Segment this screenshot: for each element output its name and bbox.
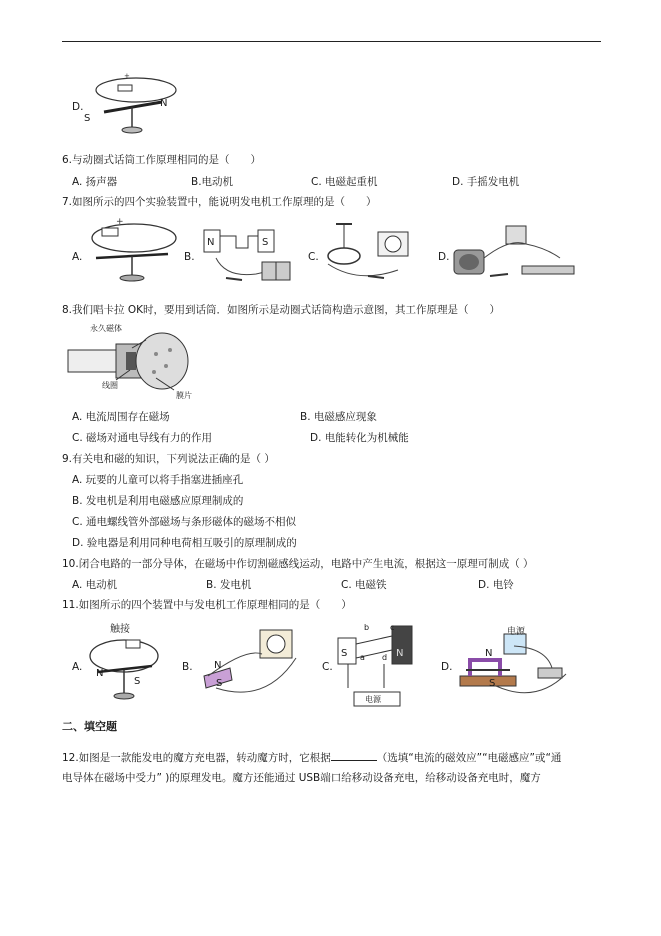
q8-label-magnet: 永久磁体	[90, 324, 122, 333]
q7-figure-b	[196, 218, 296, 290]
q11-stem: 11.如图所示的四个装置中与发电机工作原理相同的是（ ）	[62, 599, 352, 611]
q9-option-c: C. 通电螺线管外部磁场与条形磁体的磁场不相似	[72, 516, 297, 528]
q11-fig-a-n: N	[96, 668, 104, 679]
q11-fig-c-d: d	[382, 653, 388, 662]
q8-option-c: C. 磁场对通电导线有力的作用	[72, 432, 213, 444]
q7-stem: 7.如图所示的四个实验装置中，能说明发电机工作原理的是（ ）	[62, 196, 377, 208]
q6-stem: 6.与动圈式话筒工作原理相同的是（ ）	[62, 154, 262, 166]
q11-fig-d-n: N	[485, 648, 493, 659]
q8-option-d: D. 电能转化为机械能	[310, 432, 409, 444]
q11-fig-a-s: S	[134, 676, 141, 687]
section-title-fill-blank: 二、填空题	[62, 720, 117, 733]
q5-fig-s: S	[84, 113, 91, 124]
q6-option-b: B.电动机	[191, 176, 234, 188]
q5-compass-figure	[84, 72, 184, 136]
q11-fig-b-s: S	[216, 678, 223, 689]
q10-option-c: C. 电磁铁	[341, 579, 387, 591]
svg-text:+: +	[116, 217, 124, 227]
q5-option-d-label: D.	[72, 101, 84, 113]
q11-fig-b-n: N	[214, 660, 222, 671]
q10-option-b: B. 发电机	[206, 579, 252, 591]
q11-fig-d-s: S	[489, 678, 496, 689]
q11-fig-c-s: S	[341, 648, 348, 659]
q8-label-membrane: 膜片	[176, 391, 192, 400]
q9-option-d: D. 验电器是利用同种电荷相互吸引的原理制成的	[72, 537, 297, 549]
q7-figure-d	[450, 218, 580, 290]
q11-label-b: B.	[182, 661, 193, 673]
q12-answer-blank[interactable]	[331, 750, 377, 761]
q11-fig-c-a: a	[360, 653, 365, 662]
q9-stem: 9.有关电和磁的知识，下列说法正确的是（ ）	[62, 453, 275, 465]
svg-text:N: N	[207, 237, 215, 248]
q9-option-a: A. 玩要的儿童可以将手指塞进插座孔	[72, 474, 244, 486]
q8-stem: 8.我们唱卡拉 OK时，要用到话筒．如图所示是动圈式话筒构造示意图，其工作原理是（ ）	[62, 304, 501, 316]
q9-option-b: B. 发电机是利用电磁感应原理制成的	[72, 495, 244, 507]
q10-option-a: A. 电动机	[72, 579, 118, 591]
q10-stem: 10.闭合电路的一部分导体，在磁场中作切割磁感线运动，电路中产生电流，根据这一原理可制成（ ）	[62, 558, 534, 570]
header-rule	[62, 41, 601, 42]
q12-line-2: 电导体在磁场中受力” )的原理发电。魔方还能通过 USB端口给移动设备充电，给移动设备充电时，魔方	[62, 772, 541, 784]
q7-label-b: B.	[184, 251, 195, 263]
q6-option-c: C. 电磁起重机	[311, 176, 378, 188]
q5-fig-n: N	[160, 98, 168, 109]
q11-fig-a-touch: 触接	[110, 624, 130, 635]
q10-option-d: D. 电铃	[478, 579, 514, 591]
q7-label-c: C.	[308, 251, 319, 263]
q12-line-1	[62, 750, 561, 765]
q7-figure-a	[86, 214, 182, 284]
svg-text:S: S	[262, 237, 269, 248]
q7-figure-c	[318, 218, 418, 290]
q7-label-d: D.	[438, 251, 450, 263]
q11-label-a: A.	[72, 661, 83, 673]
q11-label-c: C.	[322, 661, 333, 673]
q11-fig-c-b: b	[364, 623, 370, 632]
q8-option-b: B. 电磁感应现象	[300, 411, 377, 423]
q8-label-coil: 线圈	[102, 381, 118, 390]
q11-fig-c-battery: 电源	[365, 695, 381, 704]
q12-part1: 12.如图是一款能发电的魔方充电器，转动魔方时，它根据	[62, 752, 331, 764]
q8-option-a: A. 电流周围存在磁场	[72, 411, 170, 423]
q6-option-d: D. 手摇发电机	[452, 176, 520, 188]
q7-label-a: A.	[72, 251, 83, 263]
q11-fig-c-c: c	[390, 623, 395, 632]
q11-label-d: D.	[441, 661, 453, 673]
q11-fig-d-power: 电源	[507, 627, 526, 637]
q6-option-a: A. 扬声器	[72, 176, 118, 188]
svg-text:+: +	[124, 72, 130, 80]
q12-part2: （选填“电流的磁效应”“电磁感应”或“通	[376, 752, 562, 764]
q11-fig-c-n: N	[396, 648, 404, 659]
